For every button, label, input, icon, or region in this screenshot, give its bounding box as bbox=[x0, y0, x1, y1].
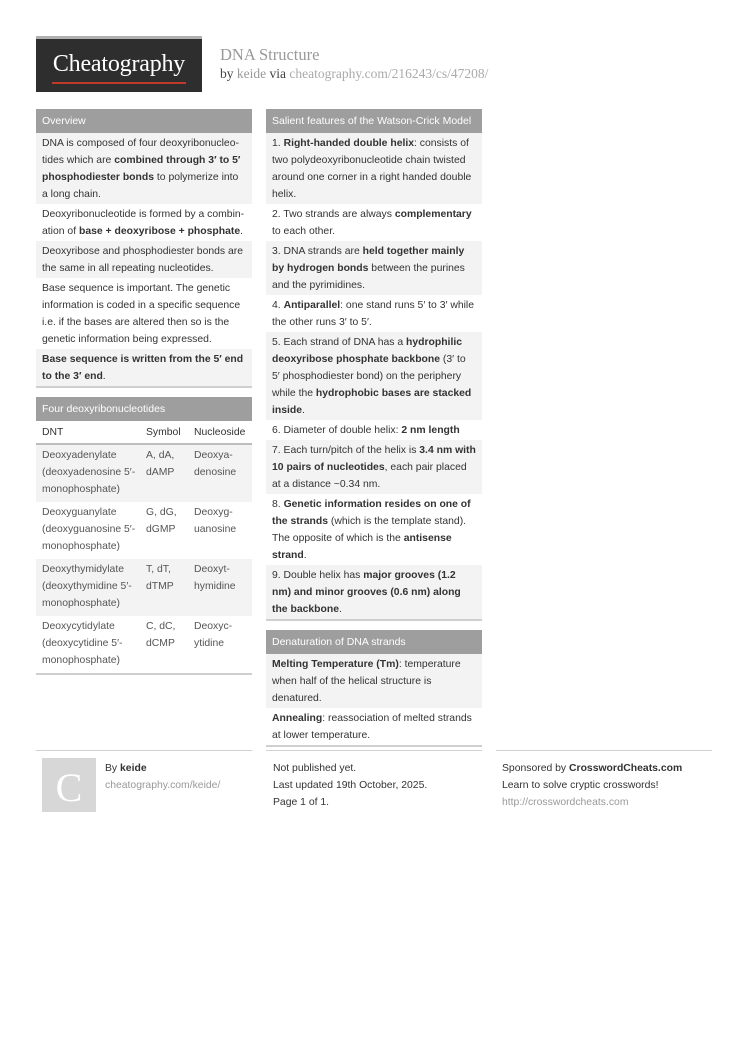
cell-symbol: T, dT, dTMP bbox=[140, 559, 188, 616]
row-text: 3. DNA strands are bbox=[272, 246, 363, 257]
overview-rows bbox=[36, 133, 252, 386]
row-text: to polymerize into a long chain. bbox=[42, 172, 239, 200]
byline bbox=[220, 66, 488, 82]
footer-by-label: By bbox=[105, 763, 118, 774]
row-text: DNA is composed of four deoxyribonucleo-tides which are bbox=[42, 138, 239, 166]
footer-divider bbox=[496, 750, 712, 751]
nucleotides-table bbox=[36, 421, 252, 675]
cell-symbol: G, dG, dGMP bbox=[146, 507, 177, 535]
footer-divider bbox=[36, 750, 252, 751]
denaturation-row bbox=[266, 708, 482, 745]
cell-symbol: C, dC, dCMP bbox=[140, 616, 188, 674]
author-avatar[interactable] bbox=[42, 758, 96, 812]
logo-underline bbox=[52, 82, 186, 84]
sponsor-link[interactable]: CrosswordCheats.com bbox=[569, 763, 683, 774]
row-text: 5. Each strand of DNA has a bbox=[272, 337, 406, 348]
row-text: to each other. bbox=[272, 226, 335, 237]
cell-nucleoside: Deoxyt-hymidine bbox=[188, 559, 252, 616]
overview-row bbox=[36, 349, 252, 386]
logo-text: Cheatography bbox=[52, 51, 186, 77]
table-row bbox=[36, 502, 252, 559]
section-foot bbox=[266, 619, 482, 621]
table-body bbox=[36, 444, 252, 674]
section-foot bbox=[36, 386, 252, 388]
cell-dnt: Deoxyguanylate (deoxyguanosine 5′-monophosphate) bbox=[42, 507, 136, 552]
emphasis-text: complementary bbox=[394, 209, 472, 220]
avatar-letter: C bbox=[55, 765, 83, 810]
sponsor-tagline: Learn to solve cryptic crosswords! bbox=[502, 780, 659, 791]
features-rows bbox=[266, 133, 482, 619]
overview-row bbox=[36, 241, 252, 278]
row-text: . bbox=[302, 405, 305, 416]
sponsor-url[interactable]: http://crosswordcheats.com bbox=[502, 797, 629, 808]
cell-dnt: Deoxythymidylate (deoxythymidine 5′-monophosphate) bbox=[36, 559, 140, 616]
row-text: . bbox=[303, 550, 307, 561]
table-header-row bbox=[36, 421, 252, 444]
emphasis-text: Genetic information resides on one of the strands bbox=[272, 499, 471, 527]
cell-nucleoside: Deoxyg-uanosine bbox=[194, 507, 237, 535]
features-row bbox=[266, 494, 482, 565]
row-text: : reassociation of melted strands at lower temperature. bbox=[272, 713, 472, 741]
emphasis-text: held together mainly by hydrogen bonds bbox=[272, 246, 465, 274]
emphasis-text: 2 nm length bbox=[401, 425, 460, 436]
footer-status-block bbox=[273, 760, 427, 811]
row-text: . bbox=[102, 371, 106, 382]
features-row bbox=[266, 420, 482, 440]
features-row bbox=[266, 241, 482, 295]
section-header: Overview bbox=[36, 109, 252, 133]
footer-author-link[interactable]: keide bbox=[120, 763, 147, 774]
footer-updated: Last updated 19th October, 2025. bbox=[273, 780, 428, 791]
overview-row bbox=[36, 133, 252, 204]
row-text: . bbox=[240, 226, 243, 237]
emphasis-text: major grooves (1.2 nm) and minor grooves (0.6 nm) along the backbone bbox=[272, 570, 461, 615]
row-text: Base sequence is important. The genetic information is coded in a specific sequence i.e. if the bases are altered then so is the genetic information being expressed. bbox=[42, 283, 241, 345]
right-column bbox=[266, 109, 482, 756]
emphasis-text: 3.4 nm with 10 pairs of nucleotides bbox=[272, 445, 476, 473]
row-text: 7. Each turn/pitch of the helix is bbox=[272, 445, 420, 456]
emphasis-text: Antiparallel bbox=[283, 300, 341, 311]
column-header: Nucleoside bbox=[188, 421, 252, 444]
cell-dnt: Deoxycytidylate (deoxycytidine 5′-monophosphate) bbox=[36, 616, 140, 674]
page-title: DNA Structure bbox=[220, 45, 320, 64]
footer-page: Page 1 of 1. bbox=[273, 797, 330, 808]
cell-dnt: Deoxyadenylate (deoxyadenosine 5′-monophosphate) bbox=[36, 444, 140, 502]
features-row bbox=[266, 133, 482, 204]
left-column bbox=[36, 109, 252, 684]
features-row bbox=[266, 565, 482, 619]
denaturation-section bbox=[266, 630, 482, 747]
emphasis-text: combined through 3′ to 5′ phosphodiester bonds bbox=[42, 155, 241, 183]
byline-prefix: by bbox=[220, 66, 234, 81]
byline-url-link[interactable]: cheatography.com/216243/cs/47208/ bbox=[289, 66, 489, 81]
features-row bbox=[266, 440, 482, 494]
column-header: Symbol bbox=[140, 421, 188, 444]
emphasis-text: Base sequence is written from the 5′ end to the 3′ end bbox=[42, 354, 244, 382]
emphasis-text: hydrophobic bases are stacked inside bbox=[272, 388, 472, 416]
section-foot bbox=[266, 745, 482, 747]
features-section bbox=[266, 109, 482, 621]
cell-nucleoside: Deoxyc-ytidine bbox=[188, 616, 252, 674]
row-text: between the purines and the pyrimidines. bbox=[272, 263, 465, 291]
column-header: DNT bbox=[36, 421, 140, 444]
row-text: : one stand runs 5′ to 3′ while the other runs 3′ to 5′. bbox=[272, 300, 475, 328]
emphasis-text: base + deoxyribose + phosphate bbox=[78, 226, 241, 237]
row-text: : temperature when half of the helical structure is denatured. bbox=[272, 659, 461, 704]
features-row bbox=[266, 204, 482, 241]
table-row bbox=[36, 559, 252, 616]
row-text: Deoxyribose and phosphodiester bonds are the same in all repeating nucleotides. bbox=[42, 246, 244, 274]
emphasis-text: Melting Temperature (Tm) bbox=[272, 659, 399, 670]
overview-row bbox=[36, 204, 252, 241]
table-row bbox=[36, 444, 252, 502]
overview-section bbox=[36, 109, 252, 388]
row-text: . bbox=[338, 604, 342, 615]
section-header: Salient features of the Watson-Crick Model bbox=[266, 109, 482, 133]
denaturation-rows bbox=[266, 654, 482, 745]
row-text: 1. bbox=[272, 138, 284, 149]
row-text: 2. Two strands are always bbox=[272, 209, 395, 220]
emphasis-text: antisense strand bbox=[272, 533, 452, 561]
emphasis-text: Right-handed double helix bbox=[283, 138, 415, 149]
section-header: Four deoxyribonucleotides bbox=[36, 397, 252, 421]
sponsor-prefix: Sponsored by bbox=[502, 763, 567, 774]
table-row bbox=[36, 616, 252, 674]
cheatography-logo[interactable] bbox=[36, 36, 202, 92]
emphasis-text: Annealing bbox=[272, 713, 323, 724]
byline-author-link[interactable]: keide bbox=[236, 66, 267, 81]
row-text: 9. Double helix has bbox=[272, 570, 364, 581]
footer-sponsor-block bbox=[502, 760, 682, 811]
row-text: 4. bbox=[272, 300, 284, 311]
footer-divider bbox=[266, 750, 482, 751]
row-text: 8. bbox=[272, 499, 284, 510]
row-text: , each pair placed at a distance ~0.34 nm. bbox=[272, 462, 467, 490]
section-header: Denaturation of DNA strands bbox=[266, 630, 482, 654]
nucleotides-section bbox=[36, 397, 252, 675]
footer-sponsor-line bbox=[502, 760, 682, 777]
row-text: 6. Diameter of double helix: bbox=[272, 425, 402, 436]
footer-author-url[interactable]: cheatography.com/keide/ bbox=[105, 780, 221, 791]
byline-via: via bbox=[269, 66, 286, 81]
cell-nucleoside: Deoxya-denosine bbox=[188, 444, 252, 502]
features-row bbox=[266, 295, 482, 332]
row-text: (3′ to 5′ phosphodiester bond) on the periphery while the bbox=[272, 354, 466, 399]
row-text: : consists of two polydeoxyribonucleotide chain twisted around one corner in a right handed double helix. bbox=[272, 138, 472, 200]
cell-symbol: A, dA, dAMP bbox=[140, 444, 188, 502]
footer-author-block bbox=[105, 760, 220, 794]
footer-published: Not published yet. bbox=[273, 763, 357, 774]
footer-author-line bbox=[105, 760, 220, 777]
overview-row bbox=[36, 278, 252, 349]
denaturation-row bbox=[266, 654, 482, 708]
row-text: (which is the template stand). The opposite of which is the bbox=[272, 516, 467, 544]
features-row bbox=[266, 332, 482, 420]
row-text: Deoxyribonucleotide is formed by a combin-ation of bbox=[42, 209, 245, 237]
emphasis-text: hydrophilic deoxyribose phosphate backbone bbox=[272, 337, 462, 365]
